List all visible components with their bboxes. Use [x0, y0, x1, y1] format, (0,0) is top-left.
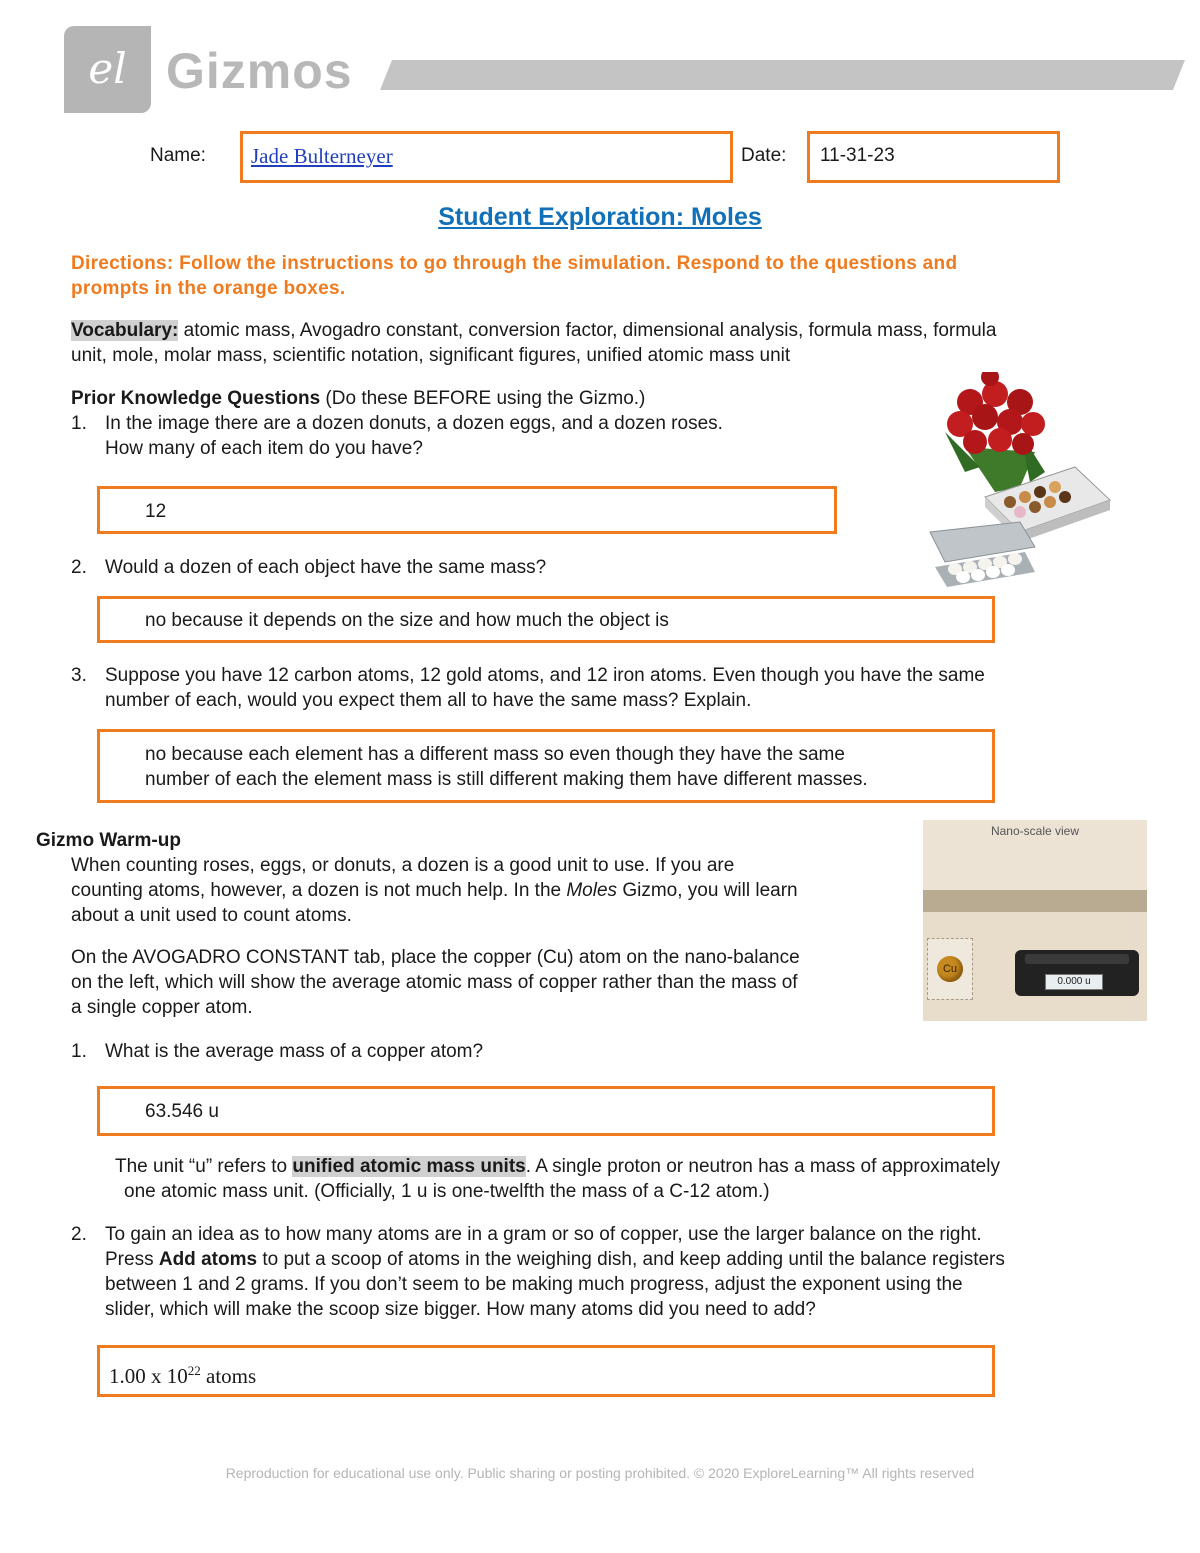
pk-q3-answer-line2: number of each the element mass is still different making them have different masses. [145, 769, 868, 790]
wu-q1-answer: 63.546 u [145, 1101, 219, 1122]
pk-q1-line1: In the image there are a dozen donuts, a dozen eggs, and a dozen roses. [105, 413, 723, 434]
nano-scale-view [923, 820, 1147, 1021]
roses-bouquet [945, 372, 1045, 492]
date-label: Date: [741, 145, 787, 166]
warmup-p2-line1: On the AVOGADRO CONSTANT tab, place the copper (Cu) atom on the nano-balance [71, 947, 800, 968]
pk-q3-line1: Suppose you have 12 carbon atoms, 12 gold atoms, and 12 iron atoms. Even though you have the same [105, 665, 985, 686]
pk-q1-line2: How many of each item do you have? [105, 438, 423, 459]
pk-q1-answer: 12 [145, 501, 167, 522]
wu-q1-num: 1. [71, 1041, 87, 1062]
nano-balance [1015, 950, 1139, 996]
wu-q2-line2 [105, 1247, 1005, 1272]
sim-title: Nano-scale view [990, 824, 1080, 838]
warmup-p2-line2: on the left, which will show the average atomic mass of copper rather than the mass of [71, 972, 798, 993]
pk-q2-line1: Would a dozen of each object have the same mass? [105, 557, 547, 578]
pk-q1-num: 1. [71, 413, 87, 434]
pk-q3-num: 3. [71, 665, 87, 686]
warmup-heading: Gizmo Warm-up [36, 830, 181, 851]
directions-line2: prompts in the orange boxes. [71, 278, 346, 299]
prior-knowledge-heading [71, 386, 645, 411]
wu-q1-answer-box[interactable] [97, 1086, 995, 1136]
wu-q2-answer [109, 1358, 256, 1389]
date-value: 11-31-23 [820, 145, 895, 166]
balance-readout-value: 0.000 u [1057, 976, 1091, 987]
warmup-p1-line2-b: Gizmo, you will learn [617, 880, 798, 901]
unit-note-line2: one atomic mass unit. (Officially, 1 u is one-twelfth the mass of a C-12 atom.) [124, 1181, 770, 1202]
wu-q2-line2-b: to put a scoop of atoms in the weighing dish, and keep adding until the balance registers [257, 1249, 1005, 1270]
wu-q2-answer-base: 1.00 x 10 [109, 1364, 188, 1388]
prior-knowledge-note: (Do these BEFORE using the Gizmo.) [320, 388, 646, 409]
warmup-p1-line2-a: counting atoms, however, a dozen is not much help. In the [71, 880, 567, 901]
vocabulary-line1 [71, 318, 996, 343]
wu-q2-line4: slider, which will make the scoop size bigger. How many atoms did you need to add? [105, 1299, 816, 1320]
wu-q2-line3: between 1 and 2 grams. If you don’t seem to be making much progress, adjust the exponent using the [105, 1274, 963, 1295]
pk-q2-answer: no because it depends on the size and how much the object is [145, 610, 669, 631]
name-value: Jade Bulterneyer [251, 144, 393, 168]
logo-mark-text: el [88, 44, 127, 93]
gizmos-logo-text: Gizmos [166, 43, 353, 99]
balance-readout [1045, 974, 1103, 990]
page-title: Student Exploration: Moles [438, 203, 762, 231]
vocabulary-label: Vocabulary: [71, 320, 179, 341]
warmup-p2-line3: a single copper atom. [71, 997, 253, 1018]
prior-knowledge-title: Prior Knowledge Questions [71, 388, 321, 409]
wu-q2-num: 2. [71, 1224, 87, 1245]
wu-q2-line1: To gain an idea as to how many atoms are in a gram or so of copper, use the larger balance on the right. [105, 1224, 982, 1245]
warmup-p1-line2 [71, 878, 798, 903]
wu-q2-answer-exp: 22 [187, 1363, 201, 1378]
balance-pan [1025, 954, 1129, 964]
warmup-p1-line1: When counting roses, eggs, or donuts, a dozen is a good unit to use. If you are [71, 855, 735, 876]
pk-q2-num: 2. [71, 557, 87, 578]
unit-note-b: . A single proton or neutron has a mass of approximately [525, 1156, 1000, 1177]
pk-q3-line2: number of each, would you expect them all to have the same mass? Explain. [105, 690, 752, 711]
gizmos-logo-mark [64, 26, 151, 113]
footer-notice: Reproduction for educational use only. Public sharing or posting prohibited. © 2020 ExploreLearning™ All rights reserved [225, 1465, 975, 1481]
unit-note-line1 [115, 1154, 1000, 1179]
directions-line1: Directions: Follow the instructions to go through the simulation. Respond to the questions and [71, 253, 958, 274]
wu-q2-answer-unit: atoms [200, 1364, 257, 1388]
pk-q1-answer-box[interactable] [97, 486, 837, 534]
sim-shelf [923, 890, 1147, 912]
header-accent-bar [380, 60, 1185, 90]
copper-atom-label: Cu [942, 963, 958, 975]
unit-note-term: unified atomic mass units [292, 1156, 526, 1177]
vocabulary-terms-1: atomic mass, Avogadro constant, conversion factor, dimensional analysis, formula mass, formula [178, 320, 997, 341]
unit-note-a: The unit “u” refers to [115, 1156, 293, 1177]
warmup-p1-line3: about a unit used to count atoms. [71, 905, 352, 926]
name-label: Name: [150, 145, 206, 166]
copper-atom-icon[interactable] [937, 956, 963, 982]
add-atoms-term: Add atoms [158, 1249, 258, 1270]
wu-q1-line1: What is the average mass of a copper atom? [105, 1041, 484, 1062]
pk-q3-answer-line1: no because each element has a different mass so even though they have the same [145, 744, 845, 765]
egg-carton [930, 522, 1035, 587]
dozen-items-illustration [925, 372, 1115, 590]
wu-q2-line2-a: Press [105, 1249, 159, 1270]
vocabulary-line2: unit, mole, molar mass, scientific notation, significant figures, unified atomic mass unit [71, 345, 791, 366]
warmup-gizmo-name: Moles [566, 880, 618, 901]
